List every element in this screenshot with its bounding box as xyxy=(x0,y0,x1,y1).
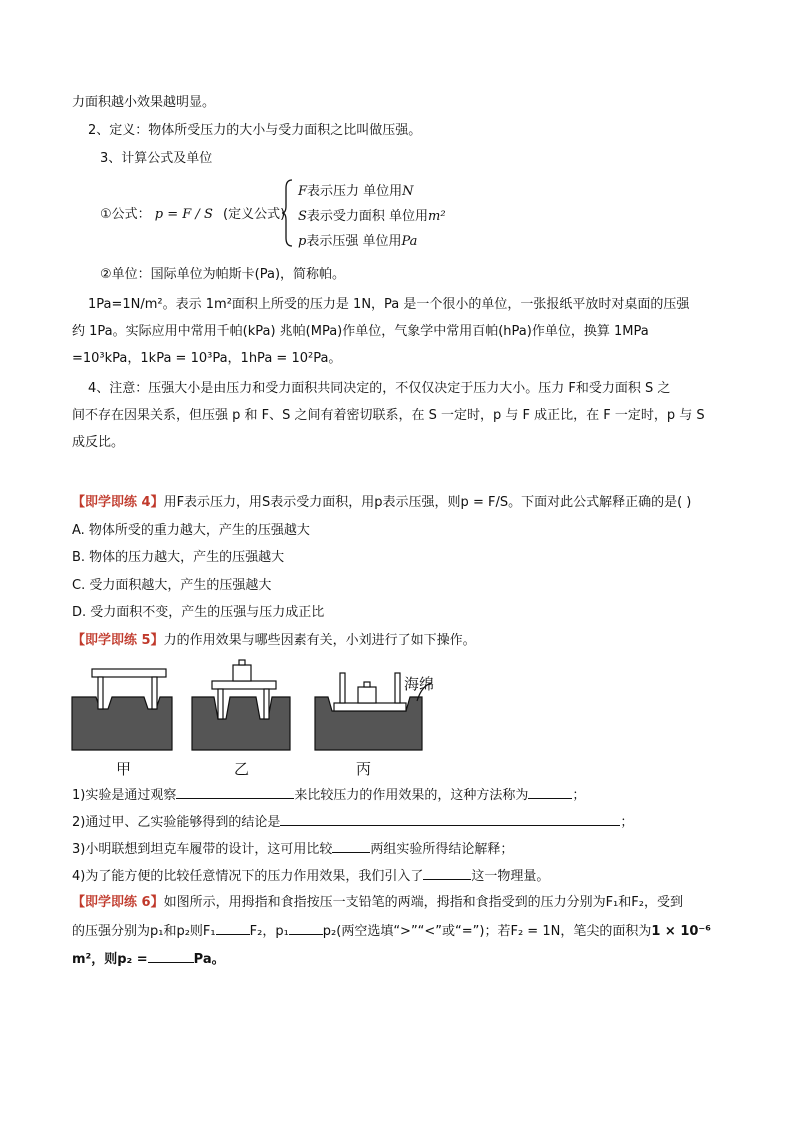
unit-paragraph-line-3: =10³kPa，1kPa = 10³Pa，1hPa = 10²Pa。 xyxy=(72,351,342,366)
unit-paragraph-line-1: 1Pa=1N/m²。表示 1m²面积上所受的压力是 1N，Pa 是一个很小的单位，一张报纸平放时对桌面的压强 xyxy=(88,297,690,312)
answer-blank[interactable] xyxy=(289,922,323,935)
question-4 xyxy=(72,494,691,512)
note-line-2: 间不存在因果关系，但压强 p 和 F、S 之间有着密切联系，在 S 一定时，p 与 F 成正比，在 F 一定时，p 与 S xyxy=(72,408,705,423)
question-tag: 【即学即练 5】 xyxy=(72,633,164,648)
formula-line xyxy=(100,206,285,224)
area-value: 1 × 10⁻⁶ xyxy=(651,924,711,939)
sub-question-1: 1)实验是通过观察 来比较压力的作用效果的，这种方法称为 ； xyxy=(72,788,586,803)
unit-paragraph-line-2: 约 1Pa。实际应用中常用千帕(kPa) 兆帕(MPa)作单位，气象学中常用百帕(hPa)作单位，换算 1MPa xyxy=(72,324,649,339)
option-b: B. 物体的压力越大，产生的压强越大 xyxy=(72,550,285,565)
figure-label-yi: 乙 xyxy=(234,760,250,778)
answer-blank[interactable] xyxy=(216,922,250,935)
sub-question-3: 3)小明联想到坦克车履带的设计，这可用比较 两组实验所得结论解释； xyxy=(72,842,514,857)
question-6-line-2: 的压强分别为p₁和p₂则F₁ F₂，p₁ p₂(两空选填“>”“<”或“=”)；若F₂ = 1N，笔尖的面积为1 × 10⁻⁶ xyxy=(72,924,711,939)
bracket-item-area: S表示受力面积 单位用m² xyxy=(298,209,446,224)
option-c: C. 受力面积越大，产生的压强越大 xyxy=(72,578,272,593)
question-6-line-3: m²，则p₂ = Pa。 xyxy=(72,952,225,967)
brace-icon xyxy=(282,178,294,248)
sub-question-4: 4)为了能方便的比较任意情况下的压力作用效果，我们引入了 这一物理量。 xyxy=(72,869,550,884)
sub-question-2: 2)通过甲、乙实验能够得到的结论是 ； xyxy=(72,815,634,830)
answer-blank[interactable] xyxy=(148,950,194,963)
option-a: A. 物体所受的重力越大，产生的压强越大 xyxy=(72,523,310,538)
formula-note: (定义公式) xyxy=(223,207,286,222)
sponge-experiment-figure xyxy=(70,655,440,755)
answer-blank[interactable] xyxy=(280,813,620,826)
question-6 xyxy=(72,894,683,912)
option-d: D. 受力面积不变，产生的压强与压力成正比 xyxy=(72,605,325,620)
note-line-1: 4、注意：压强大小是由压力和受力面积共同决定的，不仅仅决定于压力大小。压力 F和受力面积 S 之 xyxy=(88,381,671,396)
answer-blank[interactable] xyxy=(176,786,294,799)
question-text: 力的作用效果与哪些因素有关，小刘进行了如下操作。 xyxy=(163,633,476,648)
question-text: 用F表示压力，用S表示受力面积，用p表示压强，则p = F/S。下面对此公式解释正确的是( ) xyxy=(163,495,692,510)
bracket-item-force: F表示压力 单位用N xyxy=(298,184,414,199)
sponge-label: 海绵 xyxy=(404,675,435,693)
formula-prefix: ①公式： xyxy=(100,207,151,222)
figure-yi xyxy=(192,660,290,750)
question-text: 如图所示，用拇指和食指按压一支铅笔的两端，拇指和食指受到的压力分别为F₁和F₂，受到 xyxy=(163,895,683,910)
answer-blank[interactable] xyxy=(332,840,370,853)
figure-label-jia: 甲 xyxy=(116,760,132,778)
section-heading: 3、计算公式及单位 xyxy=(100,151,213,166)
question-tag: 【即学即练 4】 xyxy=(72,495,164,510)
note-line-3: 成反比。 xyxy=(72,435,125,450)
answer-blank[interactable] xyxy=(423,867,471,880)
unit-line: ②单位：国际单位为帕斯卡(Pa)，简称帕。 xyxy=(100,267,346,282)
figure-label-bing: 丙 xyxy=(356,760,372,778)
bracket-item-pressure: p表示压强 单位用Pa xyxy=(298,234,418,249)
formula: p = F / S xyxy=(154,207,213,222)
question-5 xyxy=(72,632,476,650)
text-line: 力面积越小效果越明显。 xyxy=(72,95,216,110)
question-tag: 【即学即练 6】 xyxy=(72,895,164,910)
definition-line: 2、定义：物体所受压力的大小与受力面积之比叫做压强。 xyxy=(88,123,422,138)
figure-jia xyxy=(72,669,172,750)
answer-blank[interactable] xyxy=(528,786,572,799)
